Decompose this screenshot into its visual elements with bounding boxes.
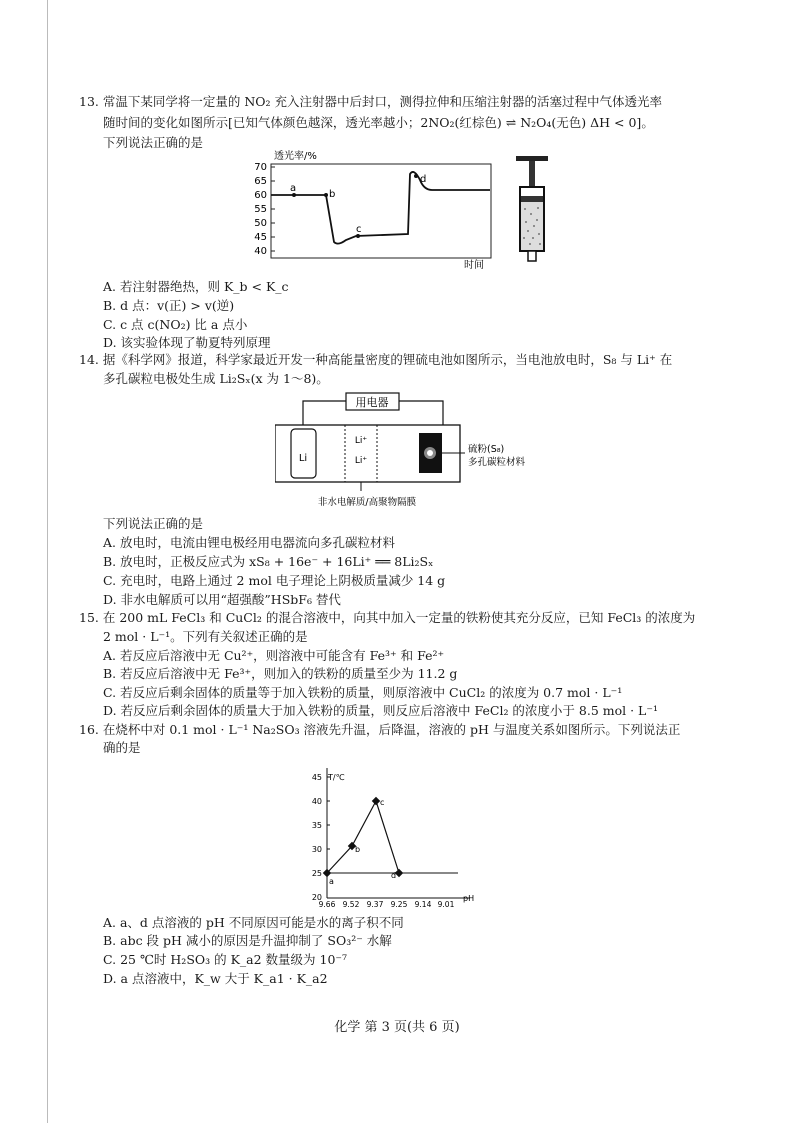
- q13-plot-frame: [271, 164, 491, 258]
- q13-label-c: c: [356, 224, 362, 235]
- q13-ytick: 55: [254, 204, 267, 215]
- q14-option-b: B. 放电时，正极反应式为 xS₈ + 16e⁻ + 16Li⁺ ══ 8Li₂Sₓ: [103, 554, 434, 569]
- q16-label-a: a: [329, 877, 334, 886]
- q13-ytick: 40: [254, 246, 267, 257]
- q13-xlabel: 时间: [464, 260, 484, 270]
- q16-option-a: A. a、d 点溶液的 pH 不同原因可能是水的离子积不同: [103, 915, 404, 930]
- q16-option-b: B. abc 段 pH 减小的原因是升温抑制了 SO₃²⁻ 水解: [103, 933, 392, 948]
- q16-ytick: 30: [311, 845, 322, 854]
- q16-point-c: [372, 797, 380, 805]
- q16-xtick: 9.37: [366, 900, 384, 909]
- q16-ytick: 35: [311, 821, 322, 830]
- q16-xtick: 9.66: [318, 900, 336, 909]
- q16-option-c: C. 25 ℃时 H₂SO₃ 的 K_a2 数量级为 10⁻⁷: [103, 952, 348, 967]
- device-label: 用电器: [355, 396, 389, 409]
- ion-label: Li⁺: [354, 456, 368, 466]
- q14-option-a: A. 放电时，电流由锂电极经用电器流向多孔碳粒材料: [103, 535, 395, 550]
- q14-stem-line2: 多孔碳粒电极处生成 Li₂Sₓ(x 为 1～8)。: [103, 371, 329, 386]
- page-footer: 化学 第 3 页(共 6 页): [334, 1020, 460, 1035]
- q15-option-a: A. 若反应后溶液中无 Cu²⁺，则溶液中可能含有 Fe³⁺ 和 Fe²⁺: [103, 648, 445, 663]
- membrane-label: 非水电解质/高聚物隔膜: [317, 497, 417, 508]
- q14-option-c: C. 充电时，电路上通过 2 mol 电子理论上阴极质量减少 14 g: [103, 573, 446, 588]
- q13-ytick: 50: [254, 218, 267, 229]
- q16-curve: [327, 801, 399, 873]
- q15-option-c: C. 若反应后剩余固体的质量等于加入铁粉的质量，则原溶液中 CuCl₂ 的浓度为 0.7 mol · L⁻¹: [103, 685, 623, 700]
- sulfur-label: 硫粉(S₈): [468, 444, 505, 455]
- q13-label-d: d: [420, 174, 427, 185]
- q14-stem-line3: 下列说法正确的是: [103, 516, 204, 531]
- binding-line: [47, 0, 48, 1123]
- q13-stem-line2: 随时间的变化如图所示[已知气体颜色越深，透光率越小；2NO₂(红棕色) ⇌ N₂O₄(无色) ΔH < 0]。: [103, 115, 654, 130]
- q13-curve: [271, 172, 490, 244]
- q16-stem-line2: 确的是: [103, 740, 141, 755]
- q16-option-d: D. a 点溶液中，K_w 大于 K_a1 · K_a2: [103, 971, 328, 986]
- q14-stem-line1: 14. 据《科学网》报道，科学家最近开发一种高能量密度的锂硫电池如图所示，当电池放电时，S₈ 与 Li⁺ 在: [79, 352, 673, 367]
- q16-xtick: 9.52: [342, 900, 360, 909]
- q13-option-b: B. d 点：v(正) > v(逆): [103, 298, 235, 313]
- q13-ytick: 45: [254, 232, 267, 243]
- q13-option-d: D. 该实验体现了勒夏特列原理: [103, 335, 271, 350]
- q13-label-a: a: [290, 183, 297, 194]
- q16-ytick: 40: [311, 797, 322, 806]
- q13-ytick: 70: [254, 162, 267, 173]
- q16-stem-line1: 16. 在烧杯中对 0.1 mol · L⁻¹ Na₂SO₃ 溶液先升温，后降温，溶液的 pH 与温度关系如图所示。下列说法正: [79, 722, 681, 737]
- li-label: Li: [298, 453, 308, 464]
- q13-stem-line3: 下列说法正确的是: [103, 135, 204, 150]
- q16-xtick: 9.25: [390, 900, 408, 909]
- q16-ph-temperature-chart: [300, 760, 500, 910]
- q13-transmittance-chart: [252, 150, 497, 270]
- q16-ylabel: T/℃: [328, 773, 345, 782]
- q16-xtick: 9.14: [414, 900, 432, 909]
- q13-ytick: 60: [254, 190, 267, 201]
- ion-label: Li⁺: [354, 436, 368, 446]
- q13-ytick: 65: [254, 176, 267, 187]
- q13-label-b: b: [329, 189, 336, 200]
- q13-option-c: C. c 点 c(NO₂) 比 a 点小: [103, 317, 248, 332]
- q16-ytick: 25: [311, 869, 322, 878]
- q15-option-d: D. 若反应后剩余固体的质量大于加入铁粉的质量，则反应后溶液中 FeCl₂ 的浓度小于 8.5 mol · L⁻¹: [103, 703, 658, 718]
- q16-label-b: b: [355, 845, 361, 854]
- q13-stem-line1: 13. 常温下某同学将一定量的 NO₂ 充入注射器中后封口，测得拉伸和压缩注射器的活塞过程中气体透光率: [79, 94, 662, 109]
- q15-stem-line1: 15. 在 200 mL FeCl₃ 和 CuCl₂ 的混合溶液中，向其中加入一定量的铁粉使其充分反应，已知 FeCl₃ 的浓度为: [79, 610, 696, 625]
- q13-point-d: [414, 174, 418, 178]
- q16-ytick: 20: [311, 893, 322, 902]
- q16-label-c: c: [380, 798, 385, 807]
- q16-xlabel: pH: [463, 894, 475, 903]
- q15-option-b: B. 若反应后溶液中无 Fe³⁺，则加入的铁粉的质量至少为 11.2 g: [103, 666, 458, 681]
- q15-stem-line2: 2 mol · L⁻¹。下列有关叙述正确的是: [103, 629, 308, 644]
- q14-battery-diagram: [275, 391, 545, 519]
- q16-ytick: 45: [311, 773, 322, 782]
- syringe-icon: [512, 154, 552, 266]
- q13-option-a: A. 若注射器绝热，则 K_b < K_c: [103, 279, 289, 294]
- q16-xtick: 9.01: [437, 900, 455, 909]
- q13-point-b: [324, 193, 328, 197]
- q16-label-d: d: [391, 871, 397, 880]
- q13-ylabel: 透光率/%: [274, 151, 317, 162]
- carbon-label: 多孔碳粒材料: [468, 457, 526, 468]
- q14-option-d: D. 非水电解质可以用“超强酸”HSbF₆ 替代: [103, 592, 341, 607]
